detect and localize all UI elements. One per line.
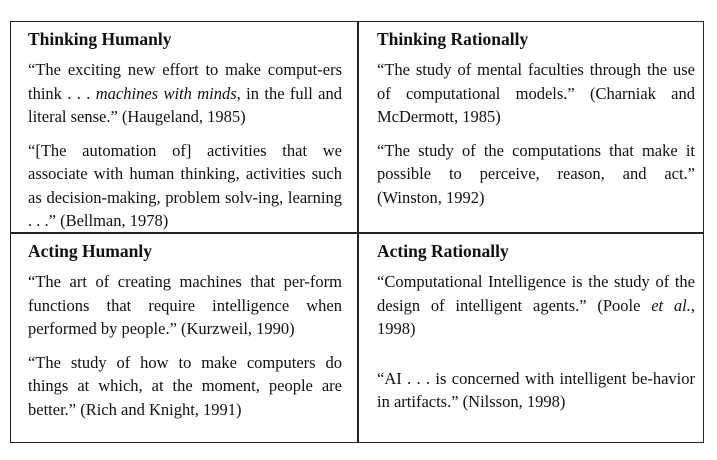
cell-heading: Acting Rationally (377, 241, 509, 261)
definition-quote: “Computational Intelligence is the study of the design of intelligent agents.” (Poole et al., 1998) (377, 272, 695, 338)
cell-heading: Thinking Humanly (28, 29, 172, 49)
cell-thinking-rationally (377, 28, 695, 209)
definition-quote: “The study of mental faculties through the use of computational models.” (Charniak and McDermott, 1985) (377, 60, 695, 126)
cell-heading: Thinking Rationally (377, 29, 529, 49)
cell-thinking-humanly (28, 28, 342, 233)
definition-quote: “The art of creating machines that per-form functions that require intelligence when performed by people.” (Kurzweil, 1990) (28, 272, 342, 338)
cell-acting-humanly (28, 240, 342, 421)
definitions-table (10, 21, 704, 443)
definition-quote: “[The automation of] activities that we associate with human thinking, activities such as decision-making, problem solv-ing, learning . . .” (Bellman, 1978) (28, 140, 342, 230)
cell-heading: Acting Humanly (28, 241, 152, 261)
definition-quote: “The study of the computations that make it possible to perceive, reason, and act.” (Winston, 1992) (377, 140, 695, 207)
definition-quote: “AI . . . is concerned with intelligent be-havior in artifacts.” (Nilsson, 1998) (377, 368, 695, 411)
definition-quote: “The study of how to make computers do things at which, at the moment, people are better.” (Rich and Knight, 1991) (28, 352, 342, 419)
definition-quote: “The exciting new effort to make comput-ers think . . . machines with minds, in the full and literal sense.” (Haugeland, 1985) (28, 60, 342, 126)
cell-acting-rationally (377, 240, 695, 414)
